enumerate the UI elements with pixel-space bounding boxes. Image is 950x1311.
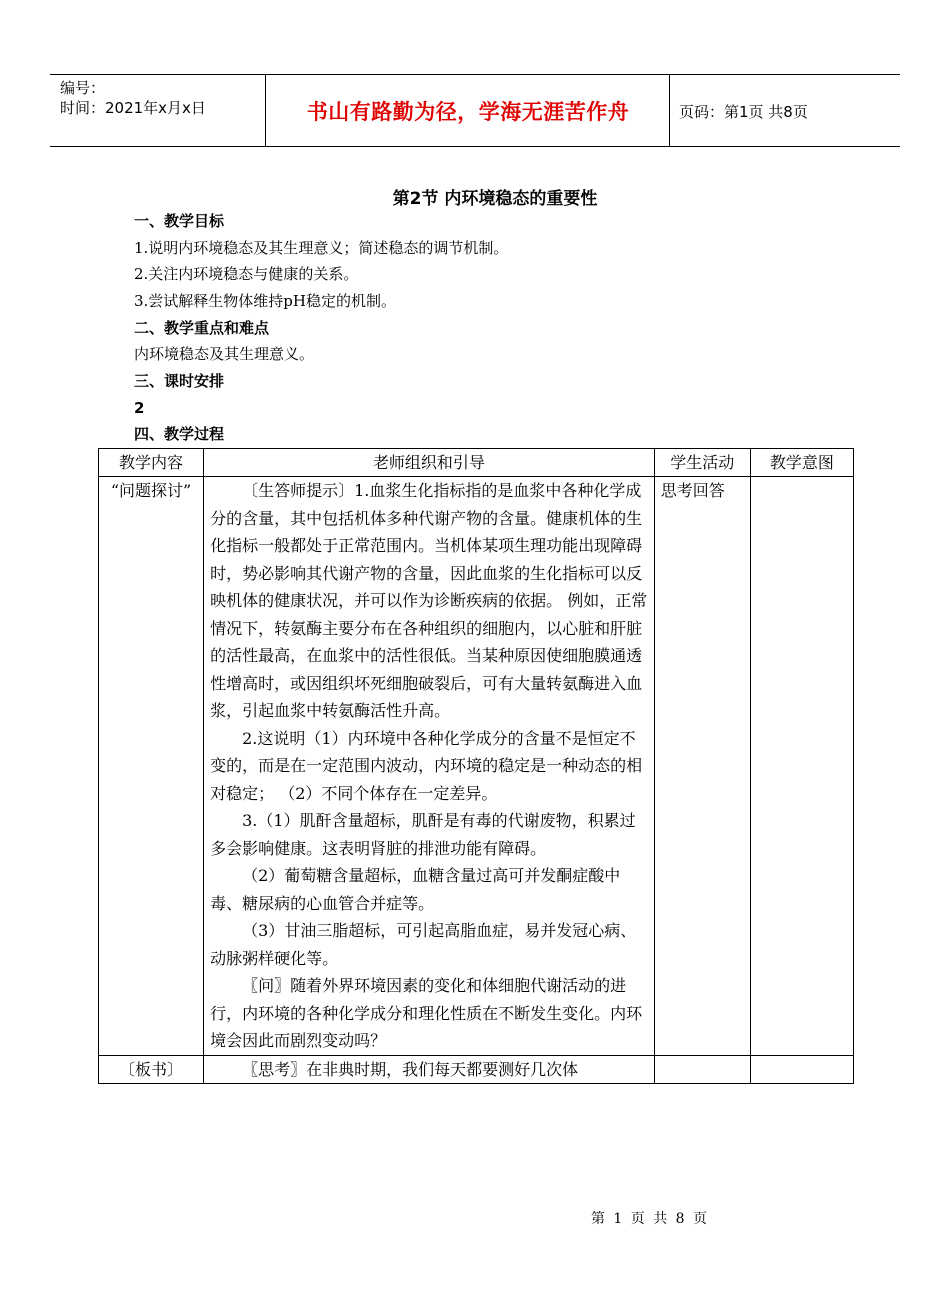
page-footer: 第 1 页 共 8 页 [590,1211,710,1227]
cell-guide [204,1055,655,1084]
header-motto: 书山有路勤为径，学海无涯苦作舟 [306,100,630,124]
goal-item-1: 1.说明内环境稳态及其生理意义；简述稳态的调节机制。 [134,239,509,257]
header-top-rule [50,74,900,75]
header-cell-content: 教学内容 [99,449,204,477]
header-code-label: 编号： [60,79,106,97]
schedule-text: 2 [134,399,145,417]
guide-paragraph: 3.（1）肌酐含量超标，肌酐是有毒的代谢废物，积累过多会影响健康。这表明肾脏的排泄功能有障碍。 [210,811,636,858]
cell-guide [204,477,655,1056]
cell-content: “问题探讨” [99,477,204,1056]
table-row [99,1055,854,1084]
header-divider-right [669,74,670,146]
cell-activity [654,1055,750,1084]
cell-intent [750,477,853,1056]
schedule-heading: 三、课时安排 [134,372,225,390]
key-points-text: 内环境稳态及其生理意义。 [134,345,315,363]
header-cell-activity: 学生活动 [654,449,750,477]
guide-paragraph: 2.这说明（1）内环境中各种化学成分的含量不是恒定不变的，而是在一定范围内波动，内环境的稳定是一种动态的相对稳定； （2）不同个体存在一定差异。 [210,728,643,803]
table-header-row [99,449,854,477]
cell-content: 〔板书〕 [99,1055,204,1084]
key-points-heading: 二、教学重点和难点 [134,319,270,337]
lesson-process-table [98,448,854,1084]
goals-heading: 一、教学目标 [134,212,225,230]
header-cell-intent: 教学意图 [750,449,853,477]
guide-paragraph: （2）葡萄糖含量超标，血糖含量过高可并发酮症酸中毒、糖尿病的心血管合并症等。 [210,866,621,913]
header-bottom-rule [50,146,900,147]
guide-paragraph: （3）甘油三脂超标，可引起高脂血症，易并发冠心病、动脉粥样硬化等。 [210,921,637,968]
cell-activity: 思考回答 [654,477,750,1056]
cell-intent [750,1055,853,1084]
goal-item-2: 2.关注内环境稳态与健康的关系。 [134,265,359,283]
header-date-label: 时间：2021年x月x日 [60,99,206,117]
table-row [99,477,854,1056]
guide-paragraph: 〔生答师提示〕1.血浆生化指标指的是血浆中各种化学成分的含量，其中包括机体多种代谢产物的含量。健康机体的生化指标一般都处于正常范围内。当机体某项生理功能出现障碍时，势必影响其代谢产物的含量，因此血浆的生化指标可以反映机体的健康状况，并可以作为诊断疾病的依据。 例如，正常情况下，转氨酶主要分布在各种组织的细胞内，以心脏和肝脏的活性最高，在血浆中的活性很低。当某种原因使细胞膜通透性增高时，或因组织坏死细胞破裂后，可有大量转氨酶进入血浆，引起血浆中转氨酶活性升高。 [210,481,648,720]
header-divider-left [265,74,266,146]
header-meta [60,78,206,118]
guide-paragraph: 〖思考〗在非典时期，我们每天都要测好几次体 [242,1059,579,1079]
header-page-info: 页码：第1页 共8页 [679,103,808,121]
goal-item-3: 3.尝试解释生物体维持pH稳定的机制。 [134,292,396,310]
page-title: 第2节 内环境稳态的重要性 [392,189,598,209]
process-heading: 四、教学过程 [134,425,225,443]
header-cell-guide: 老师组织和引导 [204,449,655,477]
guide-paragraph: 〖问〗随着外界环境因素的变化和体细胞代谢活动的进行，内环境的各种化学成分和理化性质在不断发生变化。内环境会因此而剧烈变动吗？ [210,976,643,1050]
